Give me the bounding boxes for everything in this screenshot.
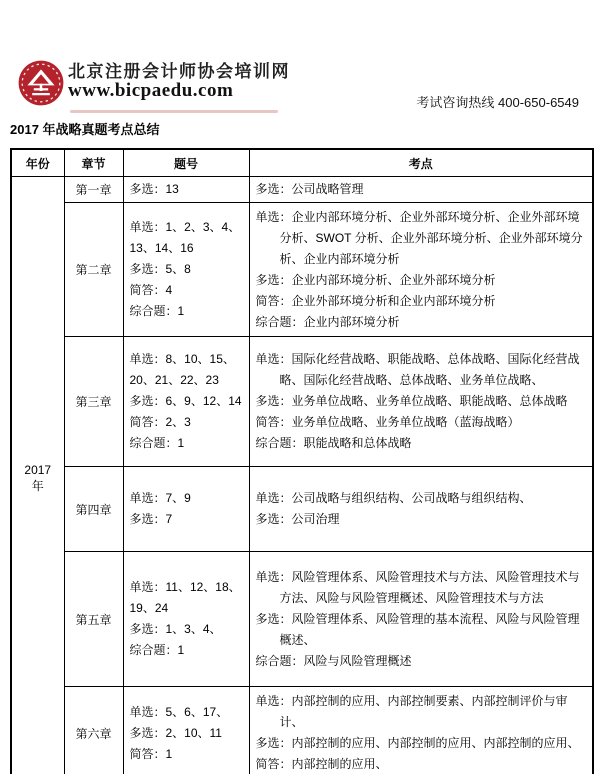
key-point-line: 综合题：企业内部环境分析 — [255, 314, 400, 329]
key-points-cell — [249, 687, 593, 774]
question-numbers-line: 多选：13 — [129, 182, 179, 196]
question-numbers-line: 单选：1、2、3、4、13、14、16 — [129, 220, 241, 255]
chapter-cell: 第五章 — [64, 552, 123, 687]
key-point-line: 多选：业务单位战略、业务单位战略、职能战略、总体战略 — [255, 394, 568, 408]
question-numbers-line: 多选：6、9、12、14 — [129, 394, 242, 408]
logo-underline-divider — [70, 110, 278, 113]
chapter-cell: 第二章 — [64, 203, 123, 337]
column-header-key-points: 考点 — [249, 149, 593, 177]
question-numbers-line: 简答：4 — [129, 283, 173, 297]
question-numbers-line: 单选：11、12、18、19、24 — [129, 580, 241, 615]
chapter-cell: 第四章 — [64, 467, 123, 552]
key-points-cell — [249, 177, 593, 203]
key-point-line: 简答：业务单位战略、业务单位战略（蓝海战略） — [255, 415, 520, 429]
column-header-chapter: 章节 — [64, 149, 123, 177]
key-point-line: 单选：内部控制的应用、内部控制要素、内部控制评价与审计、 — [255, 694, 568, 730]
logo-text-block — [68, 63, 290, 101]
page-title: 2017 年战略真题考点总结 — [10, 122, 160, 137]
question-numbers-line: 简答：2、3 — [129, 415, 191, 429]
question-numbers-cell — [123, 552, 249, 687]
website-url: www.bicpaedu.com — [68, 79, 234, 101]
key-point-line: 综合题：职能战略和总体战略 — [255, 436, 412, 450]
chapter-cell: 第六章 — [64, 687, 123, 774]
question-numbers-line: 单选：7、9 — [129, 491, 191, 505]
question-numbers-line: 综合题：1 — [129, 643, 185, 657]
question-numbers-cell — [123, 687, 249, 774]
key-point-line: 简答：内部控制的应用、 — [255, 757, 388, 772]
key-points-cell — [249, 337, 593, 467]
key-point-line: 单选：风险管理体系、风险管理技术与方法、风险管理技术与方法、风险与风险管理概述、风险管理技术与方法 — [255, 569, 580, 605]
key-point-line: 多选：公司战略管理 — [255, 182, 364, 196]
table-header-row — [11, 149, 593, 177]
key-points-cell — [249, 203, 593, 337]
question-numbers-line: 多选：5、8 — [129, 262, 191, 276]
association-seal-icon — [17, 59, 65, 107]
key-point-line: 多选：风险管理体系、风险管理的基本流程、风险与风险管理概述、 — [255, 611, 580, 647]
table-row — [11, 552, 593, 687]
question-numbers-line: 多选：7 — [129, 512, 173, 526]
column-header-question-numbers: 题号 — [123, 149, 249, 177]
question-numbers-cell — [123, 177, 249, 203]
table-row — [11, 467, 593, 552]
exam-summary-table — [10, 148, 594, 774]
question-numbers-line: 综合题：1 — [129, 304, 185, 318]
table-row — [11, 177, 593, 203]
key-point-line: 多选：内部控制的应用、内部控制的应用、内部控制的应用、 — [255, 736, 580, 751]
key-point-line: 多选：公司治理 — [255, 512, 340, 526]
key-point-line: 综合题：风险与风险管理概述 — [255, 653, 412, 668]
key-point-line: 简答：企业外部环境分析和企业内部环境分析 — [255, 293, 496, 308]
question-numbers-line: 多选：1、3、4、 — [129, 622, 222, 636]
question-numbers-line: 单选：8、10、15、20、21、22、23 — [129, 352, 235, 387]
column-header-year: 年份 — [11, 149, 64, 177]
question-numbers-line: 单选：5、6、17、 — [129, 704, 229, 719]
table-row — [11, 203, 593, 337]
key-points-cell — [249, 467, 593, 552]
table-row — [11, 687, 593, 774]
table-row — [11, 337, 593, 467]
year-cell: 2017 年 — [11, 177, 64, 774]
key-point-line: 多选：企业内部环境分析、企业外部环境分析 — [255, 272, 496, 287]
key-point-line: 单选：国际化经营战略、职能战略、总体战略、国际化经营战略、国际化经营战略、总体战略、业务单位战略、 — [255, 352, 580, 387]
question-numbers-line: 简答：1 — [129, 746, 173, 761]
question-numbers-line: 多选：2、10、11 — [129, 725, 222, 740]
hotline-text: 考试咨询热线 400-650-6549 — [416, 95, 579, 110]
chapter-cell: 第一章 — [64, 177, 123, 203]
question-numbers-cell — [123, 337, 249, 467]
exam-table-body — [11, 177, 593, 774]
question-numbers-cell — [123, 203, 249, 337]
question-numbers-cell — [123, 467, 249, 552]
chapter-cell: 第三章 — [64, 337, 123, 467]
key-point-line: 单选：公司战略与组织结构、公司战略与组织结构、 — [255, 491, 532, 505]
key-points-cell — [249, 552, 593, 687]
organization-name: 北京注册会计师协会培训网 — [68, 62, 290, 81]
key-point-line: 单选：企业内部环境分析、企业外部环境分析、企业外部环境分析、SWOT 分析、企业外部环境分析、企业外部环境分析、企业内部环境分析 — [255, 209, 583, 266]
question-numbers-line: 综合题：1 — [129, 436, 185, 450]
